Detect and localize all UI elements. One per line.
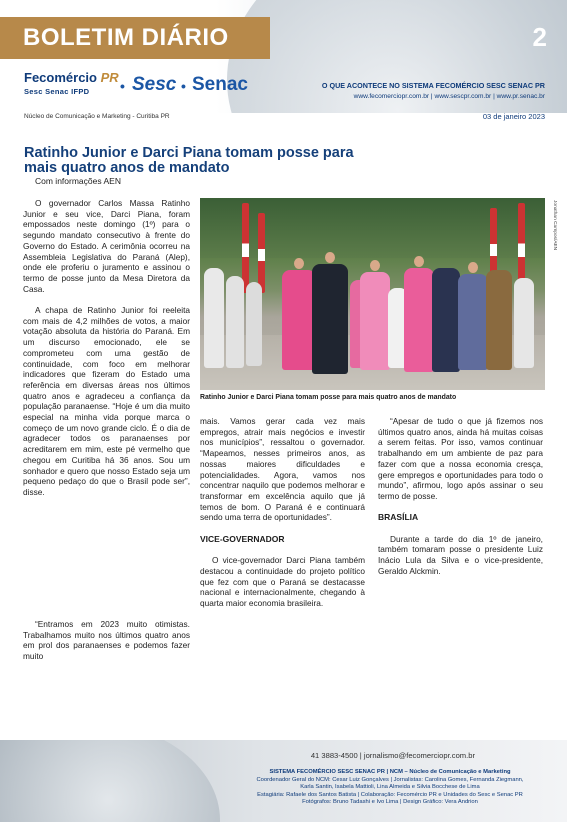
article-headline: Ratinho Junior e Darci Piana tomam posse para mais quatro anos de mandato	[24, 145, 354, 176]
person-head	[414, 256, 424, 267]
fecomercio-logo-text: Fecomércio	[24, 70, 97, 85]
contact-info: 41 3883-4500 | jornalismo@fecomerciopr.com.br	[310, 751, 475, 760]
fecomercio-logo	[24, 70, 119, 85]
fecomercio-logo-sub: Sesc Senac IFPD	[24, 87, 90, 96]
paragraph: A chapa de Ratinho Junior foi reeleita com mais de 4,2 milhões de votos, a maior votação absoluta da história do Paraná. Em um discurso emocionado, ele se comprometeu com uma gestão de continuidade, com foco em melhorar indicadores que fizeram do Estado uma referência em diversas áreas nos últimos quatro anos e agradeceu a confiança da população paranaense. “Hoje é um dia muito especial na minha vida porque marca o começo de um novo grande ciclo. É o dia de agradecer todos os paranaenses por acreditarem em mim, este pé vermelho que chegou em Curitiba há 36 anos. Sou um sonhador e quero que nosso Estado seja um pequeno pedaço do que o Brasil pode ser”, disse.	[23, 305, 190, 497]
department-label: Núcleo de Comunicação e Marketing - Curitiba PR	[24, 113, 170, 120]
separator-dot: •	[181, 78, 186, 94]
column-1-bottom	[23, 619, 190, 673]
guard-figure	[204, 268, 224, 368]
credits-line: SISTEMA FECOMÉRCIO SESC SENAC PR | NCM – Núcleo de Comunicação e Marketing	[269, 769, 511, 775]
credits-line: Karla Santin, Isabela Mattioli, Lina Almeida e Silvia Bocchese de Lima	[300, 784, 480, 791]
paragraph: O governador Carlos Massa Ratinho Junior e seu vice, Darci Piana, foram empossados neste domingo (1º) para o segundo mandato consecutivo à frente do Governo do Estado. A cerimônia ocorreu na Assembleia Legislativa do Paraná (Alep), onde ele proferiu o juramento e assinou o termo de posse junto da Mesa Diretora da Casa.	[23, 198, 190, 294]
person-figure	[282, 270, 316, 370]
paragraph: “Apesar de tudo o que já fizemos nos últimos quatro anos, ainda há muitas coisas a serem feitas. Por isso, vamos continuar trabalhando em um ambiente de paz para fazer com que a nossa economia cresça, gere empregos e oportunidades para todo o mundo”, afirmou, logo após assinar o seu termo de posse.	[378, 416, 543, 501]
person-head	[370, 260, 380, 271]
header-banner	[0, 0, 567, 113]
person-figure	[458, 274, 488, 370]
page-number: 2	[532, 22, 547, 52]
globe-graphic	[0, 740, 220, 822]
fecomercio-logo-pr: PR	[100, 70, 119, 85]
guard-figure	[226, 276, 244, 368]
person-figure	[432, 268, 460, 372]
guard-figure	[486, 270, 512, 370]
guard-figure	[514, 278, 534, 368]
column-1	[23, 198, 190, 508]
paragraph: Durante a tarde do dia 1º de janeiro, também tomaram posse o presidente Luiz Inácio Lula da Silva e o vice-presidente, Geraldo Alckmin.	[378, 533, 543, 576]
person-figure	[404, 268, 434, 372]
flag-graphic	[258, 213, 265, 293]
column-2	[200, 416, 365, 619]
person-figure	[360, 272, 390, 370]
paragraph: mais. Vamos gerar cada vez mais empregos, atrair mais negócios e investir nos municípios”, ressaltou o governador. “Mapeamos, nesses primeiros anos, as nossas maiores dificuldades e potencialidades. Agora, vamos nos concentrar naquilo que podemos melhorar e transformar em excelência aquilo que já temos de bom. O Paraná é e continuará sendo uma terra de oportunidades”.	[200, 416, 365, 523]
footer	[0, 740, 567, 822]
slogan: O QUE ACONTECE NO SISTEMA FECOMÉRCIO SESC SENAC PR	[321, 81, 545, 90]
section-heading: BRASÍLIA	[378, 512, 419, 523]
senac-logo: Senac	[192, 74, 248, 95]
bulletin-title: BOLETIM DIÁRIO	[23, 24, 229, 51]
paragraph: O vice-governador Darci Piana também destacou a continuidade do projeto político que fez com que o Paraná se destacasse nacional e internacionalmente, chegando à quarta maior economia brasileira.	[200, 555, 365, 608]
credits-line: Estagiária: Rafaele dos Santos Batista | Colaboração: Fecomércio PR e Unidades do Sesc e Senac PR	[257, 791, 523, 798]
title-box	[0, 17, 270, 59]
website-links: www.fecomerciopr.com.br | www.sescpr.com.br | www.pr.senac.br	[353, 93, 545, 100]
section-heading: VICE-GOVERNADOR	[200, 533, 285, 544]
photo-caption: Ratinho Junior e Darci Piana tomam posse para mais quatro anos de mandato	[200, 394, 457, 401]
person-head	[294, 258, 304, 269]
article-photo	[200, 198, 545, 390]
credits-line: Fotógrafos: Bruno Tadashi e Ivo Lima | Design Gráfico: Vera Andrion	[302, 799, 478, 806]
guard-figure	[246, 282, 262, 366]
paragraph: “Entramos em 2023 muito otimistas. Trabalhamos muito nos últimos quatro anos em prol dos paranaenses e podemos fazer muito	[23, 619, 190, 662]
photo-credit: Jonathan Campos/AEN	[552, 200, 557, 251]
article-byline: Com informações AEN	[35, 176, 121, 186]
column-3	[378, 416, 543, 587]
person-figure	[312, 264, 348, 374]
sub-bar	[0, 113, 567, 125]
person-head	[468, 262, 478, 273]
credits-block	[235, 769, 545, 807]
person-head	[325, 252, 335, 263]
separator-dot: •	[120, 78, 125, 94]
issue-date: 03 de janeiro 2023	[482, 112, 545, 121]
credits-line: Coordenador Geral do NCM: Cesar Luiz Gonçalves | Jornalistas: Carolina Gomes, Fernanda Ziegmann,	[256, 776, 524, 783]
logo-group	[24, 66, 254, 106]
sesc-logo: Sesc	[132, 74, 177, 95]
